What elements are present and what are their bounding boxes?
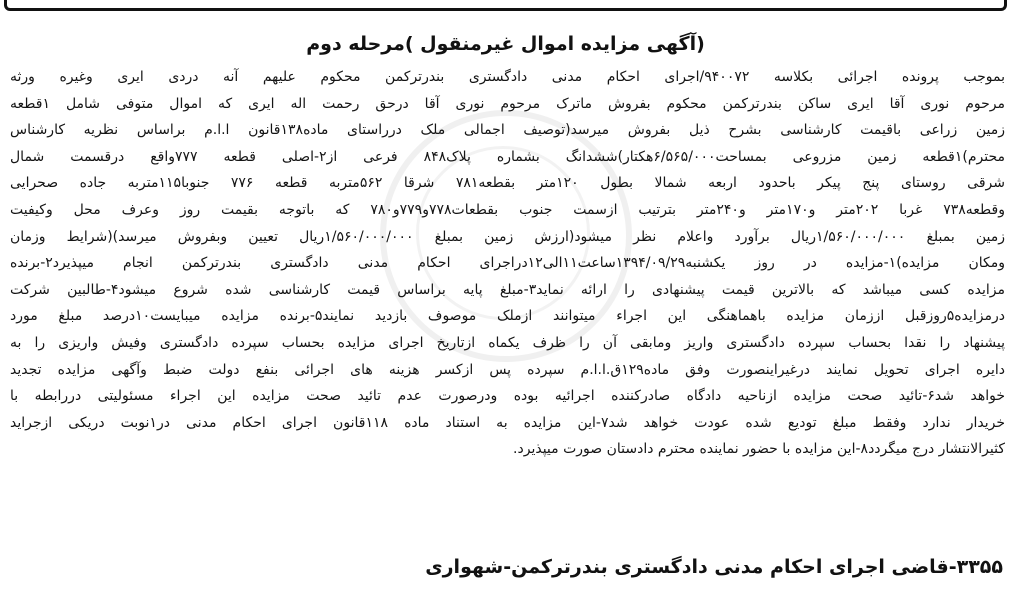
top-border [4,0,1007,11]
notice-line: وقطعه۷۳۸ غربا ۲۰۲متر و۱۷۰متر و۲۴۰متر بترتیب ازسمت جنوب بقطعات۷۷۸و۷۷۹و۷۸۰ که باتوجه بقیمت روز وعرف محل وکیفیت [10,201,1005,218]
notice-line: زمین زراعی باقیمت کارشناسی بشرح ذیل بفروش میرسد(توصیف اجمالی ملک درراستای ماده۱۳۸قانون ا.ا.م براساس نظریه کارشناس [10,122,1005,139]
notice-line: ومکان مزایده)۱-مزایده در روز یکشنبه۱۳۹۴/۰۹/۲۹ساعت۱۱الی۱۲دراجرای احکام مدنی دادگستری بندرترکمن انجام میپذیرد۲-برنده [10,255,1005,272]
notice-line: زمین بمبلغ ۱/۵۶۰/۰۰۰/۰۰۰ریال برآورد واعلام نظر میشود(ارزش زمین بمبلغ ۱/۵۶۰/۰۰۰/۰۰۰ریال تعیین وبفروش میرسد)(شرایط وزمان [10,228,1005,245]
notice-line: پیشنهاد را نقدا بحساب سپرده دادگستری واریز ومابقی آن را ظرف یکماه ازتاریخ اجرای مزایده بحساب سپرده دادگستری وفیش واریزی را به [10,334,1005,351]
notice-line: خواهد شد۶-تائید صحت مزایده ازناحیه دادگاه صادرکننده اجرائیه بوده ودرصورت عدم تائید صحت مزایده این اجراء مسئولیتی دررابطه با [10,388,1005,405]
notice-line: محترم)۱قطعه زمین مزروعی بمساحت۶/۵۶۵/۰۰۰هکتار)ششدانگ بشماره پلاک۸۴۸ فرعی از۲-اصلی قطعه ۷۷۷واقع درقسمت شمال [10,148,1005,165]
notice-line: درمزایده۵روزقبل اززمان مزایده باهماهنگی این اجراء میتوانند ازملک موصوف بازدید نمایند۵-برنده مزایده میبایست۱۰درصد مبلغ مورد [10,308,1005,325]
notice-body [10,64,1005,463]
notice-line: مرحوم نوری آقا ایری ساکن بندرترکمن محکوم بفروش ماترک مرحوم نوری آقا درحق رحمت اله ایری که اموال متوفی شامل ۱قطعه [10,95,1005,112]
notice-line: کثیرالانتشار درج میگردد۸-این مزایده با حضور نماینده محترم دادستان صورت میپذیرد. [513,441,1005,458]
notice-title: (آگهی مزایده اموال غیرمنقول )مرحله دوم [306,33,705,55]
notice-line: شرقی روستای پنج پیکر باحدود اربعه شمالا بطول ۱۲۰متر بقطعه۷۸۱ شرقا ۵۶۲متربه قطعه ۷۷۶ جنوبا۱۱۵متربه جاده صحرایی [10,175,1005,192]
notice-line: خریدار ندارد وفقط مبلغ تودیع شده عودت خواهد شد۷-این مزایده به استناد ماده ۱۱۸قانون اجرای احکام مدنی در۱نوبت دریکی ازجراید [10,414,1005,431]
notice-line: مزایده کسی میباشد که بالاترین قیمت پیشنهادی را ارائه نماید۳-مبلغ پایه براساس قیمت کارشناسی شده شروع میشود۴-طالبین شرکت [10,281,1005,298]
notice-line: دایره اجرای تحویل نمایند درغیراینصورت وفق ماده۱۲۹ق.ا.ا.م سپرده پس ازکسر هزینه های اجرائی بنفع دولت ضبط وآگهی مزایده تجدید [10,361,1005,378]
notice-line: بموجب پرونده اجرائی بکلاسه ۹۴۰۰۷۲/اجرای احکام مدنی دادگستری بندرترکمن محکوم علیهم آنه دردی ایری وغیره ورثه [10,69,1005,85]
signature-line: ۳۳۵۵-قاضی اجرای احکام مدنی دادگستری بندرترکمن-شهواری [425,556,1003,578]
